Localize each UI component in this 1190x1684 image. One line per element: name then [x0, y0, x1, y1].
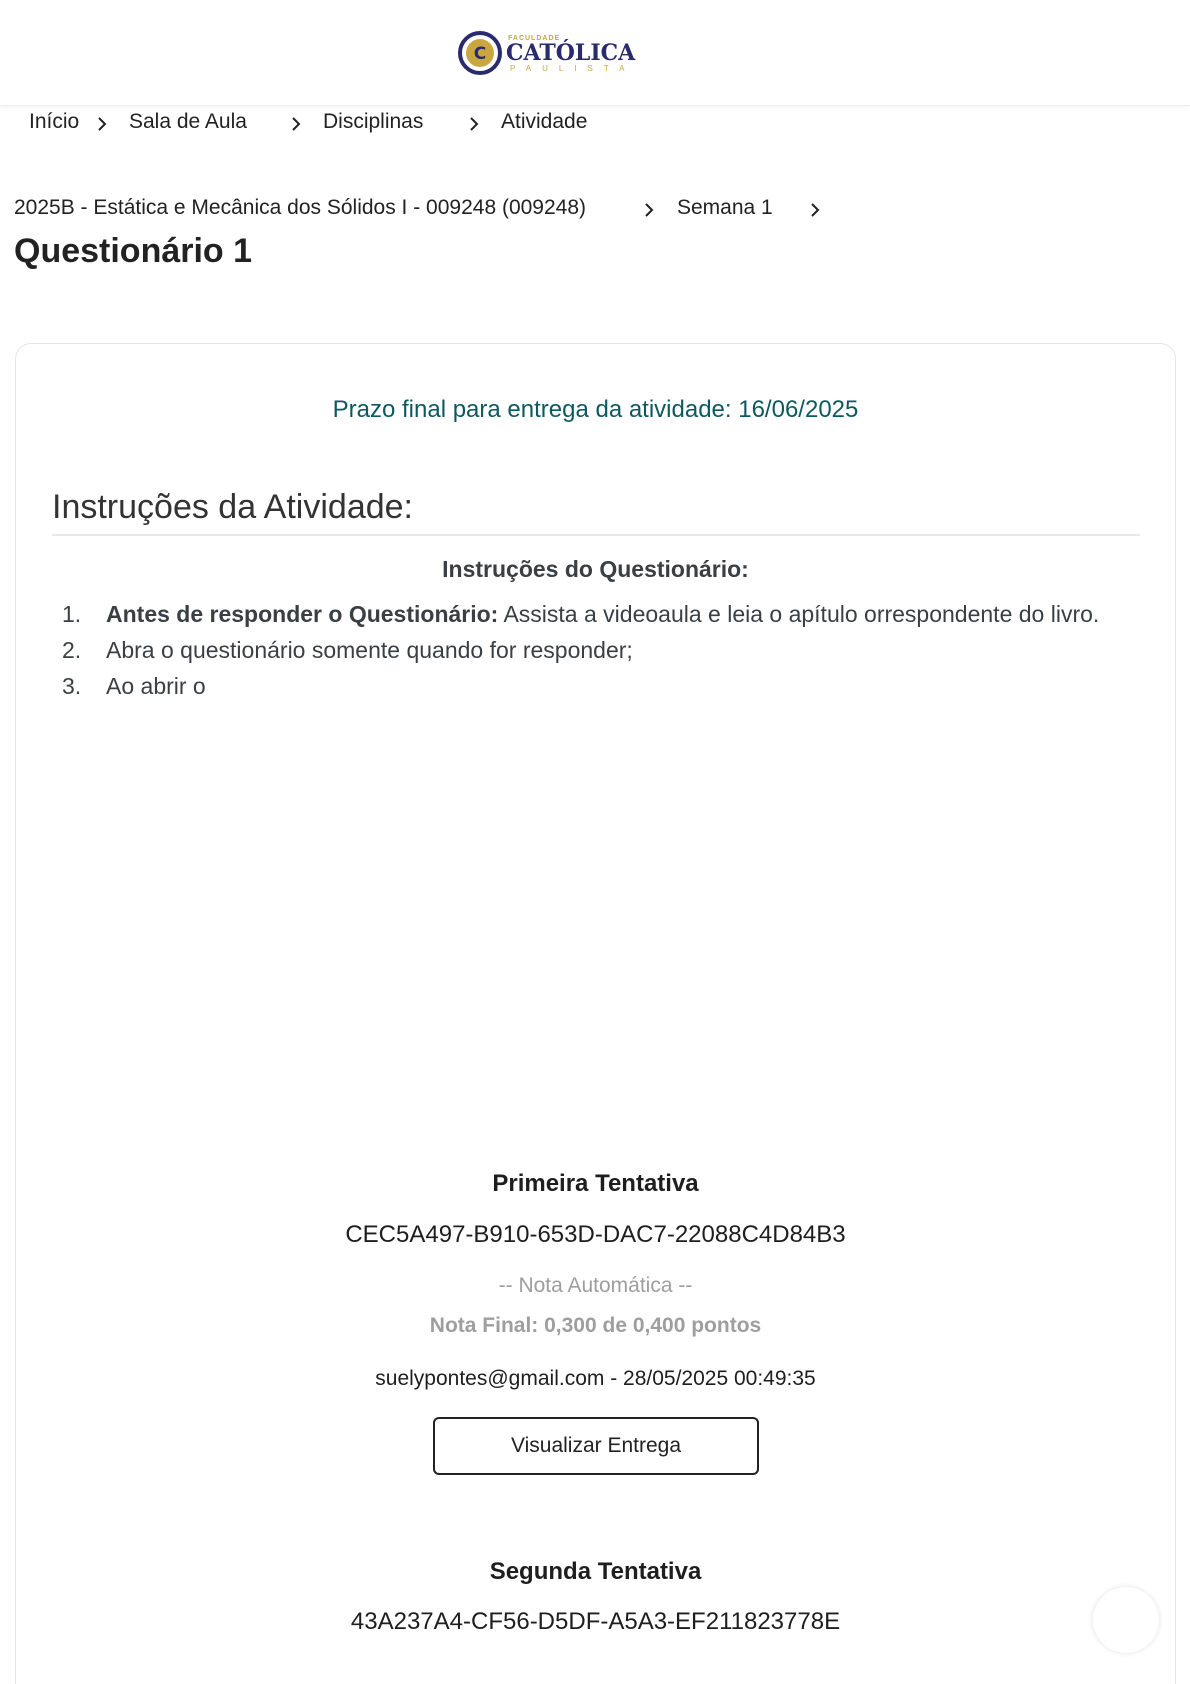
faculty-logo[interactable] [458, 30, 636, 76]
list-item-number: 3. [62, 673, 82, 699]
list-item-number: 2. [62, 637, 82, 663]
course-link[interactable]: 2025B - Estática e Mecânica dos Sólidos I - 009248 (009248) [14, 196, 587, 219]
logo-small-text: FACULDADE [508, 35, 561, 42]
list-item-text: Ao abrir o [106, 673, 206, 699]
list-item [62, 668, 1122, 704]
chat-widget-button[interactable] [1093, 1587, 1159, 1653]
course-path [14, 196, 1174, 224]
logo-sub-text: PAULISTA [510, 64, 636, 73]
logo-mark-icon [458, 31, 502, 75]
deadline-text: Prazo final para entrega da atividade: 16/06/2025 [332, 396, 859, 423]
activity-card [15, 343, 1176, 1684]
instructions-title: Instruções da Atividade: [52, 488, 414, 526]
instructions-subtitle: Instruções do Questionário: [442, 556, 749, 582]
chevron-right-icon [467, 117, 481, 131]
list-item [62, 596, 1122, 632]
list-item-number: 1. [62, 601, 82, 627]
chevron-right-icon [289, 117, 303, 131]
breadcrumb [0, 110, 1190, 138]
grade-final: Nota Final: 0,300 de 0,400 pontos [429, 1314, 762, 1337]
chevron-right-icon [808, 203, 822, 217]
breadcrumb-item-sala-de-aula[interactable]: Sala de Aula [129, 110, 247, 133]
breadcrumb-item-inicio[interactable]: Início [29, 110, 80, 133]
chevron-right-icon [642, 203, 656, 217]
instructions-list [62, 596, 1122, 704]
top-header [0, 0, 1190, 106]
submission-info: suelypontes@gmail.com - 28/05/2025 00:49:35 [375, 1367, 816, 1390]
week-link[interactable]: Semana 1 [677, 196, 773, 219]
list-item-text: Abra o questionário somente quando for responder; [106, 637, 633, 663]
view-submission-button[interactable]: Visualizar Entrega [433, 1417, 759, 1475]
list-item-text: Assista a videoaula e leia o apítulo orrespondente do livro. [498, 601, 1100, 627]
list-item [62, 632, 1122, 668]
breadcrumb-item-disciplinas[interactable]: Disciplinas [323, 110, 424, 133]
attempt-code: 43A237A4-CF56-D5DF-A5A3-EF211823778E [350, 1608, 841, 1635]
attempt-title: Segunda Tentativa [489, 1558, 702, 1585]
chevron-right-icon [95, 117, 109, 131]
attempt-title: Primeira Tentativa [492, 1170, 699, 1197]
instructions-divider [52, 534, 1140, 536]
logo-main-text: CATÓLICA [506, 40, 636, 66]
logo-wordmark [506, 31, 636, 75]
attempt-code: CEC5A497-B910-653D-DAC7-22088C4D84B3 [345, 1221, 846, 1248]
list-item-bold: Antes de responder o Questionário: [106, 601, 499, 627]
logo-mark-letter: C [473, 44, 487, 64]
page-title: Questionário 1 [14, 232, 253, 270]
grade-label: -- Nota Automática -- [498, 1274, 693, 1297]
breadcrumb-item-atividade[interactable]: Atividade [501, 110, 588, 133]
